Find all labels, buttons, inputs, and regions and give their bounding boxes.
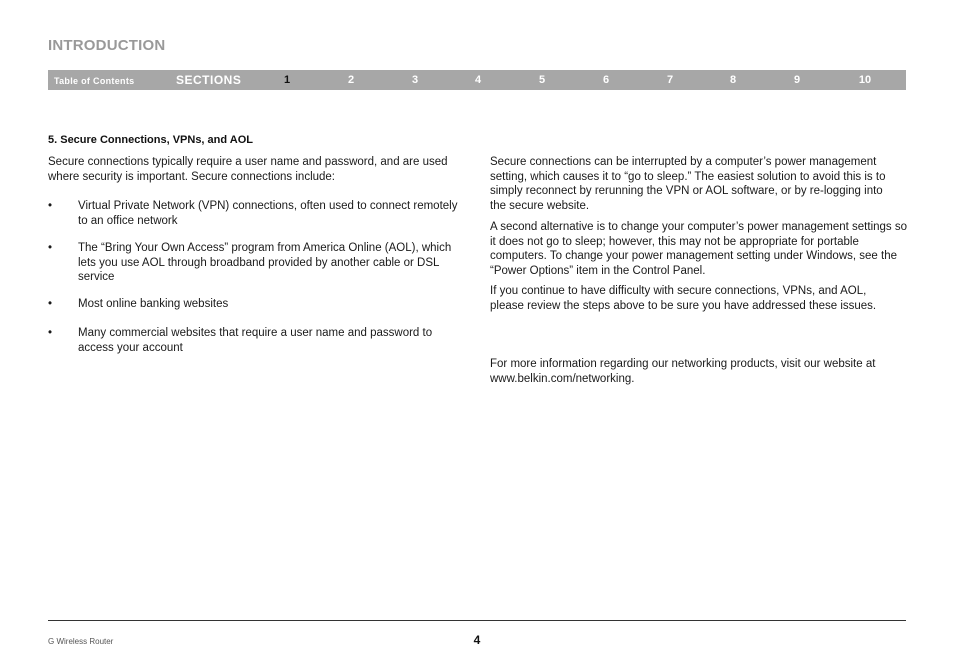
section-link-7[interactable]: 7 — [666, 74, 674, 86]
right-paragraph-more-info: For more information regarding our networking products, visit our website at www.belkin.com/networking. — [490, 358, 876, 385]
section-link-6[interactable]: 6 — [602, 74, 610, 86]
bullet-marker: • — [48, 200, 53, 212]
bullet-marker: • — [48, 327, 53, 339]
footer-divider — [48, 620, 906, 621]
right-paragraph-alternative: A second alternative is to change your computer’s power management settings so it does not go to sleep; however, this may not be appropriate for portable computers. To change your power management setting under Windows, see the “Power Options” item in the Control Panel. — [490, 221, 908, 277]
section-link-4[interactable]: 4 — [474, 74, 482, 86]
section-heading: 5. Secure Connections, VPNs, and AOL — [48, 134, 253, 146]
bullet-marker: • — [48, 298, 53, 310]
right-paragraph-power: Secure connections can be interrupted by a computer’s power management setting, which causes it to “go to sleep.” The easiest solution to avoid this is to simply reconnect by rerunning the VPN or AOL software, or by re-logging into the secure website. — [490, 156, 886, 212]
sections-label: SECTIONS — [176, 73, 242, 87]
bullet-item-aol: The “Bring Your Own Access” program from America Online (AOL), which lets you use AOL through broadband provided by another cable or DSL service — [78, 242, 452, 283]
bullet-item-vpn: Virtual Private Network (VPN) connections, often used to connect remotely to an office network — [78, 200, 458, 227]
section-link-2[interactable]: 2 — [347, 74, 355, 86]
bullet-marker: • — [48, 242, 53, 254]
section-link-3[interactable]: 3 — [411, 74, 419, 86]
section-link-10[interactable]: 10 — [858, 74, 872, 86]
bullet-item-commercial: Many commercial websites that require a user name and password to access your account — [78, 327, 433, 354]
section-link-5[interactable]: 5 — [538, 74, 546, 86]
footer-product-name: G Wireless Router — [48, 637, 114, 646]
table-of-contents-link[interactable]: Table of Contents — [54, 76, 135, 86]
section-nav-bar — [48, 70, 906, 90]
left-intro-paragraph: Secure connections typically require a user name and password, and are used where security is important. Secure connections include: — [48, 156, 448, 183]
page-number: 4 — [473, 633, 481, 647]
section-link-8[interactable]: 8 — [729, 74, 737, 86]
page-title: INTRODUCTION — [48, 37, 166, 54]
section-link-1[interactable]: 1 — [283, 74, 291, 86]
bullet-item-banking: Most online banking websites — [78, 298, 229, 310]
right-paragraph-difficulty: If you continue to have difficulty with secure connections, VPNs, and AOL, please review the steps above to be sure you have addressed these issues. — [490, 285, 877, 312]
section-link-9[interactable]: 9 — [793, 74, 801, 86]
